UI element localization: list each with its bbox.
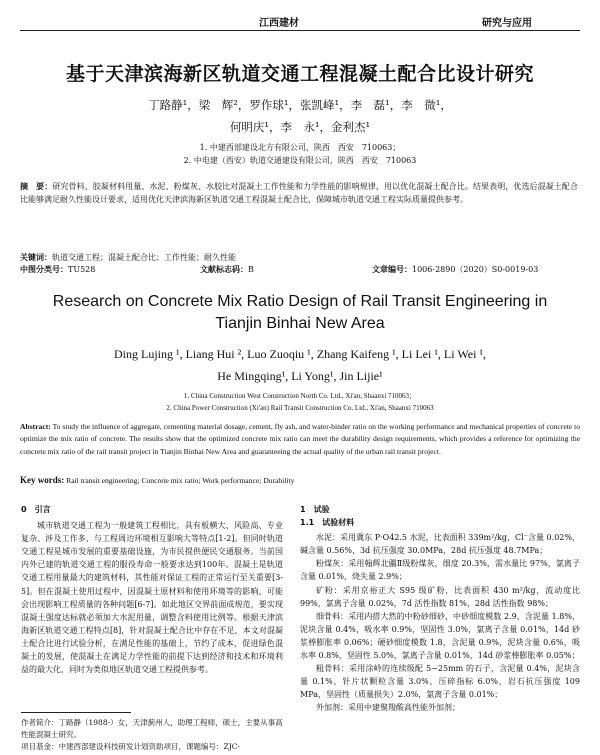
- flyash-paragraph: 粉煤灰：采用翰辉北疆Ⅱ级粉煤灰，细度 20.3%，需水量比 97%，氯离子含量 0.01%，烧失量 2.9%；: [300, 559, 580, 582]
- coarse-aggregate-paragraph: 粗骨料：采用涂岭的连续级配 5~25mm 的石子，含泥量 0.4%，泥块含量 0.1%，针片状颗粒含量 3.0%，压碎指标 6.0%，岩石抗压强度 109 MPa，坚固性（质量损失）2.0%，氯离子含量 0.01%；: [300, 664, 580, 700]
- document-code: [200, 264, 254, 275]
- section-name: 研究与应用: [482, 18, 532, 29]
- cement-paragraph: 水泥：采用冀东 P·O42.5 水泥，比表面积 339m²/kg，Cl⁻含量 0.02%，碱含量 0.56%，3d 抗压强度 30.0MPa，28d 抗压强度 48.7MPa；: [300, 533, 580, 556]
- cn-abstract-label: 摘 要：: [20, 181, 53, 191]
- cn-authors-line1: 丁路静¹，梁 辉²，罗作球¹，张凯峰¹，李 磊¹，李 微¹，: [148, 98, 452, 112]
- clc-value: TU528: [68, 265, 96, 274]
- en-authors-line1: Ding Lujing ¹, Liang Hui ², Luo Zuoqiu ¹, Zhang Kaifeng ¹, Li Lei ¹, Li Wei ¹,: [114, 347, 486, 361]
- en-keywords: [20, 474, 580, 487]
- project-footnote: 项目基金：中建西部建设科技研发计划资助项目，课题编号：ZJC-: [21, 742, 240, 751]
- cn-title: 基于天津滨海新区轨道交通工程混凝土配合比设计研究: [65, 63, 534, 85]
- section-0-heading: 0 引言: [21, 505, 51, 514]
- doc-code-label: 文献标志码：: [200, 264, 248, 274]
- clc-label: 中图分类号：: [20, 264, 68, 274]
- en-keywords-label: Key words:: [20, 475, 65, 485]
- en-abstract-body: To study the influence of aggregate, cementing material dosage, cement, fly ash, and water-binder ratio on the working performance and mechanical properties of concrete to optimize the mix ratio of concrete. The results show that the optimized concrete mix ratio can meet the durability design requirements, which provides a reference for optimizing the concrete mix ratio of the rail transit project in Tianjin Binhai New Area and guaranteeing the actual quality of the urban rail transit project.: [20, 422, 581, 456]
- author-footnote: 作者简介：丁路静（1988-）女，天津蓟州人，助理工程师，硕士，主要从事高性能混凝土研究。: [21, 718, 283, 739]
- section-1-1-heading: 1.1 试验材料: [300, 518, 355, 528]
- fine-aggregate-paragraph: 细骨料：采用内搭大然的中粉砂细砂，中砂细度模数 2.9，含泥量 1.8%，泥块含量 0.4%，吸水率 0.9%，坚固性 3.0%，氯离子含量 0.01%，14d 砂浆棒膨胀率 0.06%；硬砂细度模数 1.8，含泥量 0.9%，泥块含量 0.6%，吸水率 0.8%，坚固性 5.0%，氯离子含量 0.01%，14d 砂浆棒膨胀率 0.05%；: [300, 611, 580, 661]
- article-no-value: 1006-2890（2020）S0-0019-03: [412, 265, 539, 274]
- cn-abstract: [20, 180, 578, 206]
- cn-affiliation-2: 2. 中电建（西安）轨道交通建设有限公司，陕西 西安 710063: [183, 156, 417, 165]
- header-rule: [20, 30, 580, 31]
- footnote-rule: [21, 712, 131, 713]
- doc-code-value: B: [248, 265, 254, 274]
- left-column: [21, 503, 283, 676]
- en-affiliation-1: 1. China Construction West Construction North Co. Ltd., Xi'an, Shaanxi 710063；: [183, 392, 417, 400]
- en-abstract-label: Abstract:: [20, 422, 51, 431]
- en-title-line1: Research on Concrete Mix Ratio Design of Rail Transit Engineering in: [52, 293, 548, 310]
- admixture-paragraph: 外加剂：采用中建聚羧酸高性能外加剂；: [316, 703, 460, 713]
- introduction-paragraph: 城市轨道交通工程为一般建筑工程相比，具有板横大、风险高、专业复杂、涉及工作多、与工程周边环境相互影响大等特点[1-2]。但同时轨道交通工程是城市发展的重要基础设施，为市民提供便民交通服务。当前国内外已建的轨道交通工程的服役寿命一般要求达到100年。混凝土是轨道交通工程用量最大的建筑材料，其性能对保证工程的正常运行至关重要[3-5]。但在混凝土使用过程中，因混凝土原材料和使用环境等的影响，可能会出现影响工程质量的各种问题[6-7]。如此地区交界前面成规范，要实现混凝土强度达标就必须加大水泥用量，调整含料使用比例等。根据天津滨海新区轨道交通工程特点[8]，针对混凝土配合比中存在不足，本文对混凝土配合比进行试验分析，在满足性能的基础上，节约了成本，促进绿色混凝土的发展，使混凝土在满足力学性能的前提下达到经济和技术和环境利益的最大化，同时为类似地区轨道交通工程提供参考。: [21, 521, 283, 675]
- article-no-label: 文章编号：: [372, 264, 412, 274]
- cn-keywords-label: 关键词：: [20, 252, 52, 262]
- cn-authors-line2: 何明庆¹，李 永¹，金利杰¹: [229, 120, 371, 134]
- en-affiliation-2: 2. China Power Construction (Xi'an) Rail Transit Construction Co. Ltd., Xi'an, Shaanxi 710063: [166, 404, 434, 412]
- en-abstract: [20, 421, 580, 458]
- cn-abstract-body: 研究骨料、胶凝材料用量、水泥、粉煤灰、水胶比对混凝土工作性能和力学性能的影响规律，用以优化混凝土配合比。结果表明，优选后混凝土配合比能够满足耐久性能设计要求，适用优化天津滨海新区轨道交通工程混凝土配合比，保障城市轨道交通工程实际质量提供参考。: [20, 182, 578, 204]
- section-1-heading: 1 试验: [300, 505, 330, 514]
- en-title-line2: Tianjin Binhai New Area: [215, 315, 385, 332]
- right-column: [300, 503, 580, 715]
- journal-name: 江西建材: [259, 18, 299, 29]
- slag-paragraph: 矿粉：采用京裕正大 S95 级矿粉，比表面积 430 m²/kg，流动度比 99%，氯离子含量 0.02%，7d 活性指数 81%，28d 活性指数 98%；: [300, 585, 580, 608]
- en-authors-line2: He Mingqing¹, Li Yong¹, Jin Lijie¹: [217, 369, 383, 383]
- clc-number: [20, 264, 95, 275]
- cn-affiliation-1: 1. 中建西部建设北方有限公司，陕西 西安 710063；: [199, 143, 401, 152]
- cn-keywords: [20, 252, 236, 263]
- cn-keywords-body: 轨道交通工程；混凝土配合比；工作性能；耐久性能: [52, 253, 236, 262]
- article-number: [372, 264, 538, 275]
- en-keywords-body: Rail transit engineering; Concrete mix ratio; Work performance; Durability: [66, 476, 295, 485]
